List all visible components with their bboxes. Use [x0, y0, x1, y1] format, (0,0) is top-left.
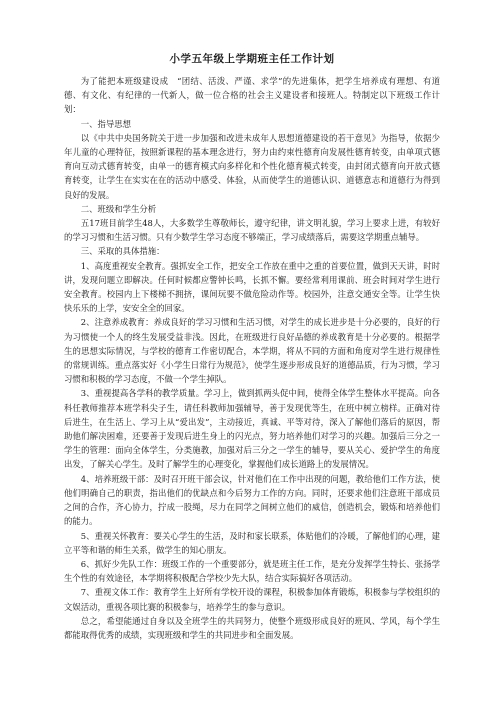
section-heading-class-analysis: 二、班级和学生分析: [80, 203, 157, 214]
document-title: 小学五年级上学期班主任工作计划: [169, 53, 335, 65]
measure-safety: 1、高度重视安全教育。强抓安全工作，把安全工作放在重中之重的首要位置，做到天天讲，时时讲，发现问题立即解决。任何时候都应警钟长鸣，长抓不懈。要经常利用课前、班会时间对学生进行安全教育。校园内上下楼梯不拥挤，课间玩要不做危险动作等。校园外，注意交通安全等。让学生快快乐乐的上学，安安全全的回家。: [64, 260, 440, 314]
section-paragraph: 五17班目前学生48人，大多数学生尊敬师长，遵守纪律，讲文明礼貌，学习上要求上进，有较好的学习习惯和生活习惯。只有少数学生学习态度不够端正，学习成绩落后，需要这学期重点辅导。: [64, 218, 440, 243]
measure-teaching-quality: 3、重视提高各学科的教学质量。学习上，做到抓两头促中间，使得全体学生整体水平提高。向各科任教师推荐本班学科尖子生，请任科教师加强辅导，善于发现优等生，在班中树立榜样。正确对待后进生，在生活上、学习上从“爱出发”，主动接近，真诚、平等对待，深入了解他们落后的原因，帮助他们解决困难，还要善于发现后进生身上的闪光点，努力培养他们对学习的兴趣。加强后三分之一学生的管理：面向全体学生，分类施教，加强对后三分之一学生的辅导，要从关心、爱护学生的角度出发，了解关心学生。及时了解学生的心理变化，掌握他们成长道路上的发展情况。: [64, 388, 440, 470]
measure-young-pioneers: 6、抓好少先队工作：班级工作的一个重要部分，就是班主任工作，是充分发挥学生特长、张扬学生个性的有效途径，本学期将积极配合学校少先大队，结合实际搞好各项活动。: [64, 558, 440, 584]
measure-habits: 2、注意养成教育：养成良好的学习习惯和生活习惯，对学生的成长进步是十分必要的，良好的行为习惯使一个人的终生发展受益非浅。因此，在班级进行良好品德的养成教育是十分必要的。根据学生的思想实际情况，与学校的德育工作密切配合，本学期，将从不同的方面和角度对学生进行规律性的常规训练。重点落实好《小学生日常行为规范》，使学生逐步形成良好的道德品质，行为习惯，学习习惯和积极的学习态度，不做一个学生掉队。: [64, 317, 440, 385]
measure-sports-arts: 7、重视文体工作：教育学生上好所有学校开设的课程，积极参加体育锻炼，积极参与学校组织的文娱活动，重视各项比赛的积极参与，培养学生的参与意识。: [64, 587, 440, 612]
measure-class-leaders: 4、培养班级干部：及时召开班干部会议，针对他们在工作中出现的问题，教给他们工作方法，使他们明确自己的职责，指出他们的优缺点和今后努力工作的方向。同时，还要求他们注意班干部成员之间的合作，齐心协力，拧成一股绳，尽力在同学之间树立他们的威信，创造机会，锻炼和培养他们的能力。: [64, 473, 440, 527]
measure-care: 5、重视关怀教育：要关心学生的生活，及时和家长联系，体贴他们的冷暖，了解他们的心理，建立平等和谐的师生关系，做学生的知心朋友。: [64, 530, 440, 555]
section-paragraph: 以《中共中央国务院关于进一步加强和改进未成年人思想道德建设的若干意见》为指导，依据少年儿童的心理特征，按照新课程的基本理念进行，努力由约束性德育向发展性德育转变，由单项式德育向互动式德育转变，由单一的德育模式向多样化和个性化德育模式转变，由封闭式德育向开放式德育转变，让学生在实实在在的活动中感受、体验，从而使学生的道德认识、道德意志和道德行为得到良好的发展。: [64, 132, 440, 200]
intro-paragraph: 为了能把本班级建设成 “团结、活泼、严谨、求学”的先进集体，把学生培养成有理想、有道德、有文化、有纪律的一代新人，做一位合格的社会主义建设者和接班人。特制定以下班级工作计划：: [64, 76, 440, 115]
section-heading-measures: 三、采取的具体措施：: [80, 246, 165, 257]
section-heading-guiding-ideology: 一、指导思想: [80, 118, 132, 129]
conclusion-paragraph: 总之，希望能通过自身以及全班学生的共同努力，使整个班级形成良好的班风、学风，每个学生都能取得优秀的成绩，实现班级和学生的共同进步和全面发展。: [64, 615, 440, 640]
